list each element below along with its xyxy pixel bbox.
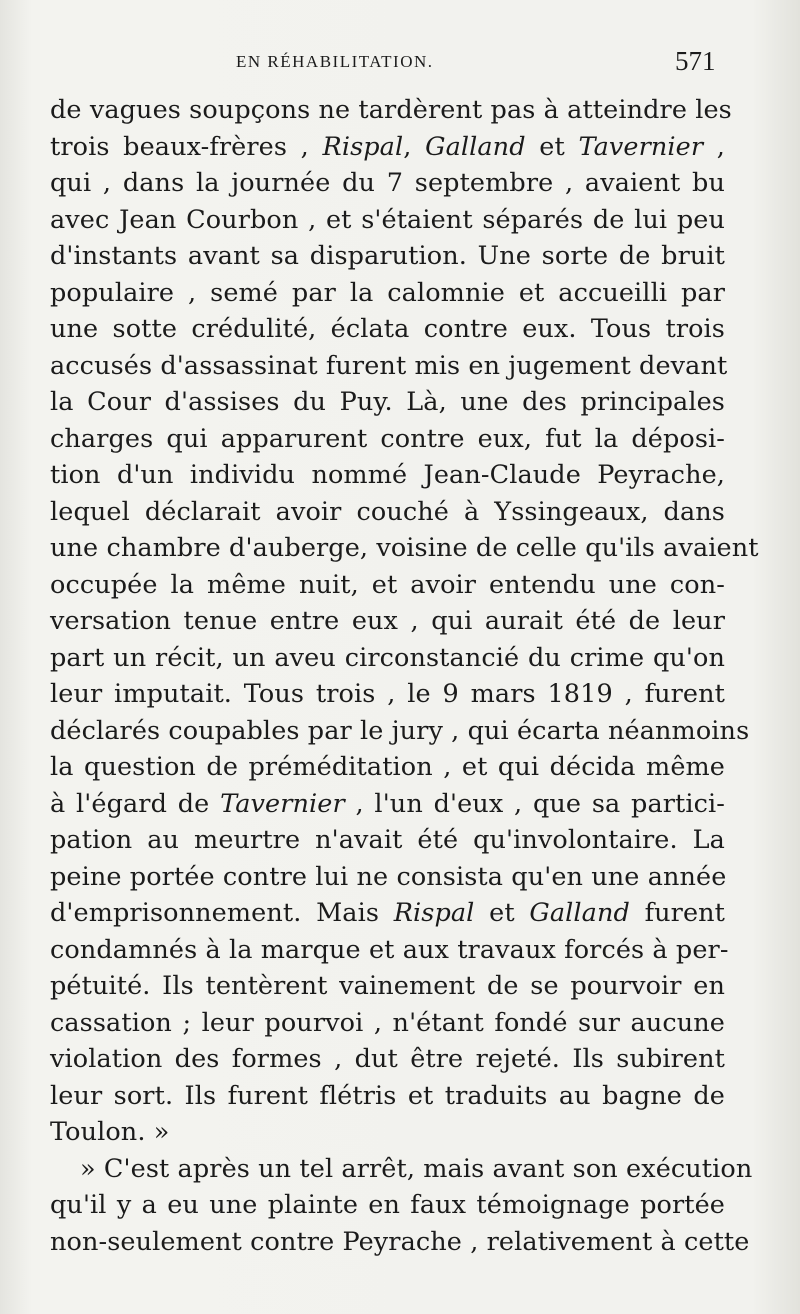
text-line: versation tenue entre eux , qui aurait été de leur [50,606,725,636]
text-line: une sotte crédulité, éclata contre eux. Tous trois [50,314,725,344]
text-line: lequel déclarait avoir couché à Yssingeaux, dans [50,496,725,527]
text-line: condamnés à la marque et aux travaux forcés à per- [50,934,729,965]
text-line: trois beaux-frères , Rispal, Galland et Tavernier , [50,131,725,162]
text-line: occupée la même nuit, et avoir entendu une con- [50,569,725,600]
page-number: 571 [675,46,716,76]
text-line: Toulon. » [50,1117,170,1147]
text-line: d'emprisonnement. Mais Rispal et Galland furent [50,898,725,928]
text-line: part un récit, un aveu circonstancié du crime qu'on [50,642,725,673]
text-line: une chambre d'auberge, voisine de celle qu'ils avaient [50,533,759,563]
text-line: non-seulement contre Peyrache , relativement à cette [50,1226,750,1257]
text-line: cassation ; leur pourvoi , n'étant fondé sur aucune [50,1007,725,1038]
text-line: déclarés coupables par le jury , qui écarta néanmoins [50,715,750,746]
text-line: la Cour d'assises du Puy. Là, une des principales [50,387,725,417]
text-line: leur imputait. Tous trois , le 9 mars 1819 , furent [50,679,725,709]
text-line: leur sort. Ils furent flétris et traduits au bagne de [50,1080,725,1111]
text-line: à l'égard de Tavernier , l'un d'eux , que sa partici- [50,788,726,819]
text-line: qu'il y a eu une plainte en faux témoignage portée [50,1190,725,1220]
running-head: EN RÉHABILITATION. [236,52,434,71]
text-line: pétuité. Ils tentèrent vainement de se pourvoir en [50,971,725,1001]
text-line: tion d'un individu nommé Jean-Claude Peyrache, [50,460,725,490]
text-line: la question de préméditation , et qui décida même [50,752,725,782]
text-line: violation des formes , dut être rejeté. Ils subirent [50,1044,725,1074]
text-line: qui , dans la journée du 7 septembre , avaient bu [50,168,725,198]
text-line: pation au meurtre n'avait été qu'involontaire. La [50,825,725,855]
text-line: avec Jean Courbon , et s'étaient séparés de lui peu [50,204,725,235]
text-line: de vagues soupçons ne tardèrent pas à atteindre les [50,95,732,125]
text-line: d'instants avant sa disparution. Une sorte de bruit [50,241,725,271]
text-line: charges qui apparurent contre eux, fut la déposi- [50,423,725,454]
text-line: » C'est après un tel arrêt, mais avant son exécution [80,1153,753,1184]
body-text [50,92,759,1260]
text-line: populaire , semé par la calomnie et accueilli par [50,277,725,308]
page-header [0,46,800,86]
text-line: peine portée contre lui ne consista qu'en une année [50,861,727,892]
text-line: accusés d'assassinat furent mis en jugement devant [50,350,728,381]
